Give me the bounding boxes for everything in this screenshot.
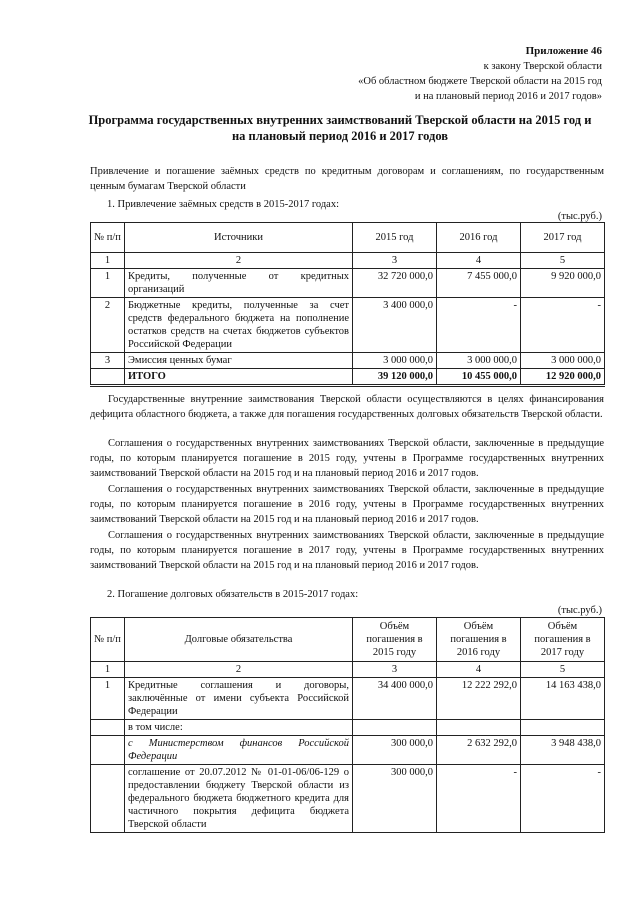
row-value-2017 [521, 720, 605, 736]
number-cell: 1 [91, 662, 125, 678]
row-value-2017: 9 920 000,0 [521, 269, 605, 298]
total-2017: 12 920 000,0 [521, 369, 605, 386]
table-row [91, 765, 605, 833]
table-row [91, 298, 605, 353]
header-cell: Источники [125, 223, 353, 253]
row-value-2015: 300 000,0 [353, 765, 437, 833]
row-number [91, 765, 125, 833]
table-row [91, 736, 605, 765]
table-row [91, 720, 605, 736]
total-label: ИТОГО [125, 369, 353, 386]
appendix-title: Приложение 46 [525, 45, 602, 57]
table-header-row [91, 223, 605, 253]
row-value-2016: 3 000 000,0 [437, 353, 521, 369]
row-value-2017: 3 000 000,0 [521, 353, 605, 369]
row-source: Кредиты, полученные от кредитных организаций [125, 269, 353, 298]
title-line-1: Программа государственных внутренних заимствований Тверской области на 2015 год и [88, 113, 592, 127]
header-cell: Долговые обязательства [125, 618, 353, 662]
body-paragraph-2: Соглашения о государственных внутренних заимствованиях Тверской области, заключенные в предыдущие годы, по которым планируется погашение в 2015 году, учтены в Программе государственных внутренних заимствований Тверской области на 2015 год и на плановый период 2016 и 2017 годов. [90, 438, 604, 479]
row-value-2015: 3 000 000,0 [353, 353, 437, 369]
header-cell: № п/п [91, 223, 125, 253]
number-cell: 5 [521, 253, 605, 269]
borrowing-table [90, 222, 605, 387]
header-cell: 2017 год [521, 223, 605, 253]
row-value-2016: - [437, 765, 521, 833]
row-value-2016 [437, 720, 521, 736]
row-number: 2 [91, 298, 125, 353]
row-obligation: с Министерством финансов Российской Федерации [125, 736, 353, 765]
table-number-row [91, 253, 605, 269]
title-line-2: на плановый период 2016 и 2017 годов [231, 129, 449, 143]
row-value-2017: - [521, 765, 605, 833]
body-paragraph-1: Государственные внутренние заимствования Тверской области осуществляются в целях финансирования дефицита областного бюджета, а также для погашения государственных долговых обязательств Тверской области. [90, 394, 604, 420]
total-2015: 39 120 000,0 [353, 369, 437, 386]
header-cell: 2016 год [437, 223, 521, 253]
total-empty-cell [91, 369, 125, 386]
section2-heading: 2. Погашение долговых обязательств в 2015-2017 годах: [107, 589, 359, 600]
intro-paragraph: Привлечение и погашение заёмных средств по кредитным договорам и соглашениям, по государственным ценным бумагам Тверской области [90, 166, 604, 192]
header-cell: № п/п [91, 618, 125, 662]
table-row [91, 269, 605, 298]
row-value-2015: 34 400 000,0 [353, 678, 437, 720]
number-cell: 5 [521, 662, 605, 678]
row-value-2015: 3 400 000,0 [353, 298, 437, 353]
appendix-line-3: и на плановый период 2016 и 2017 годов» [414, 91, 602, 102]
header-cell: 2015 год [353, 223, 437, 253]
row-value-2016: - [437, 298, 521, 353]
row-value-2016: 7 455 000,0 [437, 269, 521, 298]
table-header-row [91, 618, 605, 662]
appendix-line-1: к закону Тверской области [483, 61, 602, 72]
repayment-table [90, 617, 605, 833]
table-row [91, 678, 605, 720]
section1-units: (тыс.руб.) [557, 211, 602, 222]
table-total-row [91, 369, 605, 386]
section1-heading: 1. Привлечение заёмных средств в 2015-2017 годах: [107, 199, 340, 210]
header-cell: Объём погашения в 2015 году [353, 618, 437, 662]
row-number: 1 [91, 678, 125, 720]
body-paragraph-3: Соглашения о государственных внутренних заимствованиях Тверской области, заключенные в предыдущие годы, по которым планируется погашение в 2016 году, учтены в Программе государственных внутренних заимствований Тверской области на 2015 год и на плановый период 2016 и 2017 годов. [90, 484, 604, 525]
number-cell: 3 [353, 253, 437, 269]
row-value-2017: 3 948 438,0 [521, 736, 605, 765]
row-value-2015: 32 720 000,0 [353, 269, 437, 298]
body-paragraph-4: Соглашения о государственных внутренних заимствованиях Тверской области, заключенные в предыдущие годы, по которым планируется погашение в 2017 году, учтены в Программе государственных внутренних заимствований Тверской области на 2015 год и на плановый период 2016 и 2017 годов. [90, 530, 604, 571]
appendix-header [358, 44, 602, 104]
number-cell: 1 [91, 253, 125, 269]
row-source: Бюджетные кредиты, полученные за счет средств федерального бюджета на пополнение остатков средств на счетах бюджетов субъектов Российской Федерации [125, 298, 353, 353]
row-source: Эмиссия ценных бумаг [125, 353, 353, 369]
header-cell: Объём погашения в 2017 году [521, 618, 605, 662]
row-value-2016: 2 632 292,0 [437, 736, 521, 765]
number-cell: 2 [125, 253, 353, 269]
row-obligation: соглашение от 20.07.2012 № 01-01-06/06-129 о предоставлении бюджету Тверской области из федерального бюджета бюджетного кредита для частичного покрытия дефицита бюджета Тверской области [125, 765, 353, 833]
number-cell: 4 [437, 253, 521, 269]
row-obligation: в том числе: [125, 720, 353, 736]
row-obligation: Кредитные соглашения и договоры, заключённые от имени субъекта Российской Федерации [125, 678, 353, 720]
row-value-2017: 14 163 438,0 [521, 678, 605, 720]
row-number [91, 736, 125, 765]
section2-units: (тыс.руб.) [557, 605, 602, 616]
table-number-row [91, 662, 605, 678]
row-value-2017: - [521, 298, 605, 353]
row-value-2015: 300 000,0 [353, 736, 437, 765]
number-cell: 2 [125, 662, 353, 678]
total-2016: 10 455 000,0 [437, 369, 521, 386]
header-cell: Объём погашения в 2016 году [437, 618, 521, 662]
row-value-2016: 12 222 292,0 [437, 678, 521, 720]
row-number [91, 720, 125, 736]
row-value-2015 [353, 720, 437, 736]
number-cell: 3 [353, 662, 437, 678]
row-number: 1 [91, 269, 125, 298]
row-number: 3 [91, 353, 125, 369]
page-title [80, 112, 600, 144]
table-row [91, 353, 605, 369]
number-cell: 4 [437, 662, 521, 678]
appendix-line-2: «Об областном бюджете Тверской области на 2015 год [358, 76, 602, 87]
